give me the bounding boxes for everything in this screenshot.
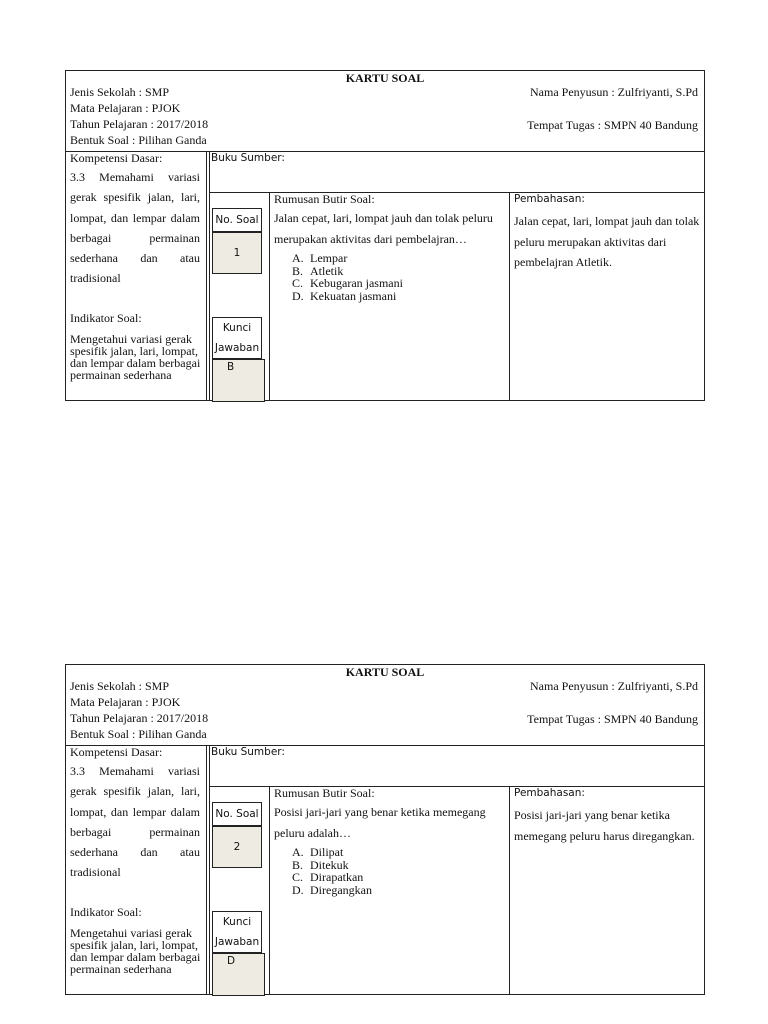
- header-bentuk-soal: Bentuk Soal : Pilihan Ganda: [70, 133, 207, 147]
- kompetensi-label: Kompetensi Dasar:: [70, 151, 163, 165]
- indikator-text: Mengetahui variasi gerak spesifik jalan, lari, lompat, dan lempar dalam berbagai permainan sederhana: [70, 332, 201, 382]
- divider: [206, 745, 207, 994]
- header-jenis-sekolah: Jenis Sekolah : SMP: [70, 85, 170, 99]
- question-text: Jalan cepat, lari, lompat jauh dan tolak peluru: [274, 211, 493, 225]
- pembahasan-label: Pembahasan:: [514, 787, 585, 799]
- option-item: D. Kekuatan jasmani: [292, 288, 397, 303]
- indikator-label: Indikator Soal:: [70, 311, 142, 325]
- indikator-label: Indikator Soal:: [70, 905, 142, 919]
- header-tahun-pelajaran: Tahun Pelajaran : 2017/2018: [70, 711, 209, 725]
- no-soal-value-box: [212, 826, 262, 868]
- kunci-box: [212, 317, 262, 359]
- header-nama-penyusun: Nama Penyusun : Zulfriyanti, S.Pd: [530, 85, 698, 99]
- header-bentuk-soal: Bentuk Soal : Pilihan Ganda: [70, 727, 207, 741]
- no-soal-box: [212, 802, 262, 826]
- card-title: KARTU SOAL: [345, 665, 425, 679]
- no-soal-number: 1: [233, 247, 241, 259]
- divider: [509, 786, 510, 994]
- pembahasan-text: Jalan cepat, lari, lompat jauh dan tolak peluru merupakan aktivitas dari pembelajran Atletik.: [514, 214, 700, 269]
- divider: [509, 192, 510, 400]
- kunci-value-box: [212, 953, 265, 996]
- question-text: Posisi jari-jari yang benar ketika memegang: [274, 805, 486, 819]
- divider: [209, 151, 210, 400]
- divider: [209, 745, 210, 994]
- divider: [269, 192, 270, 400]
- kunci-answer: D: [227, 955, 236, 967]
- buku-sumber-label: Buku Sumber:: [211, 152, 285, 164]
- pembahasan-label: Pembahasan:: [514, 193, 585, 205]
- buku-sumber-label: Buku Sumber:: [211, 746, 285, 758]
- option-item: A. Dilipat: [292, 845, 344, 859]
- option-item: C. Dirapatkan: [292, 870, 364, 884]
- question-text: peluru adalah…: [274, 826, 351, 840]
- divider: [269, 786, 270, 994]
- question-text: merupakan aktivitas dari pembelajran…: [274, 232, 467, 246]
- no-soal-number: 2: [233, 841, 241, 853]
- option-item: D. Diregangkan: [292, 882, 372, 897]
- kunci-box: [212, 911, 262, 953]
- indikator-text: Mengetahui variasi gerak spesifik jalan, lari, lompat, dan lempar dalam berbagai permainan sederhana: [70, 926, 201, 976]
- question-card: [65, 70, 705, 401]
- card-title: KARTU SOAL: [345, 71, 425, 85]
- no-soal-label: No. Soal: [215, 808, 259, 820]
- kunci-value-box: [212, 359, 265, 402]
- answer-options: [292, 252, 403, 302]
- header-tahun-pelajaran: Tahun Pelajaran : 2017/2018: [70, 117, 209, 131]
- pembahasan-text: Posisi jari-jari yang benar ketika memegang peluru harus diregangkan.: [514, 808, 695, 843]
- no-soal-value-box: [212, 232, 262, 274]
- header-nama-penyusun: Nama Penyusun : Zulfriyanti, S.Pd: [530, 679, 698, 693]
- no-soal-box: [212, 208, 262, 232]
- header-tempat-tugas: Tempat Tugas : SMPN 40 Bandung: [527, 118, 698, 132]
- kunci-label: Kunci Jawaban: [214, 322, 260, 354]
- divider: [206, 151, 207, 400]
- kompetensi-text: 3.3 Memahami variasi gerak spesifik jalan, lari, lompat, dan lempar dalam berbagai permainan sederhana dan atau tradisional: [70, 170, 200, 286]
- question-card: [65, 664, 705, 995]
- header-mata-pelajaran: Mata Pelajaran : PJOK: [70, 101, 181, 115]
- option-item: B. Ditekuk: [292, 857, 349, 872]
- kunci-label: Kunci Jawaban: [214, 916, 260, 948]
- option-item: B. Atletik: [292, 263, 344, 278]
- header-jenis-sekolah: Jenis Sekolah : SMP: [70, 679, 170, 693]
- header-tempat-tugas: Tempat Tugas : SMPN 40 Bandung: [527, 712, 698, 726]
- no-soal-label: No. Soal: [215, 214, 259, 226]
- header-mata-pelajaran: Mata Pelajaran : PJOK: [70, 695, 181, 709]
- kompetensi-label: Kompetensi Dasar:: [70, 745, 163, 759]
- answer-options: [292, 846, 372, 896]
- option-item: A. Lempar: [292, 251, 348, 265]
- rumusan-label: Rumusan Butir Soal:: [274, 192, 375, 206]
- kompetensi-text: 3.3 Memahami variasi gerak spesifik jalan, lari, lompat, dan lempar dalam berbagai permainan sederhana dan atau tradisional: [70, 764, 200, 880]
- kunci-answer: B: [227, 361, 235, 373]
- rumusan-label: Rumusan Butir Soal:: [274, 786, 375, 800]
- option-item: C. Kebugaran jasmani: [292, 276, 403, 290]
